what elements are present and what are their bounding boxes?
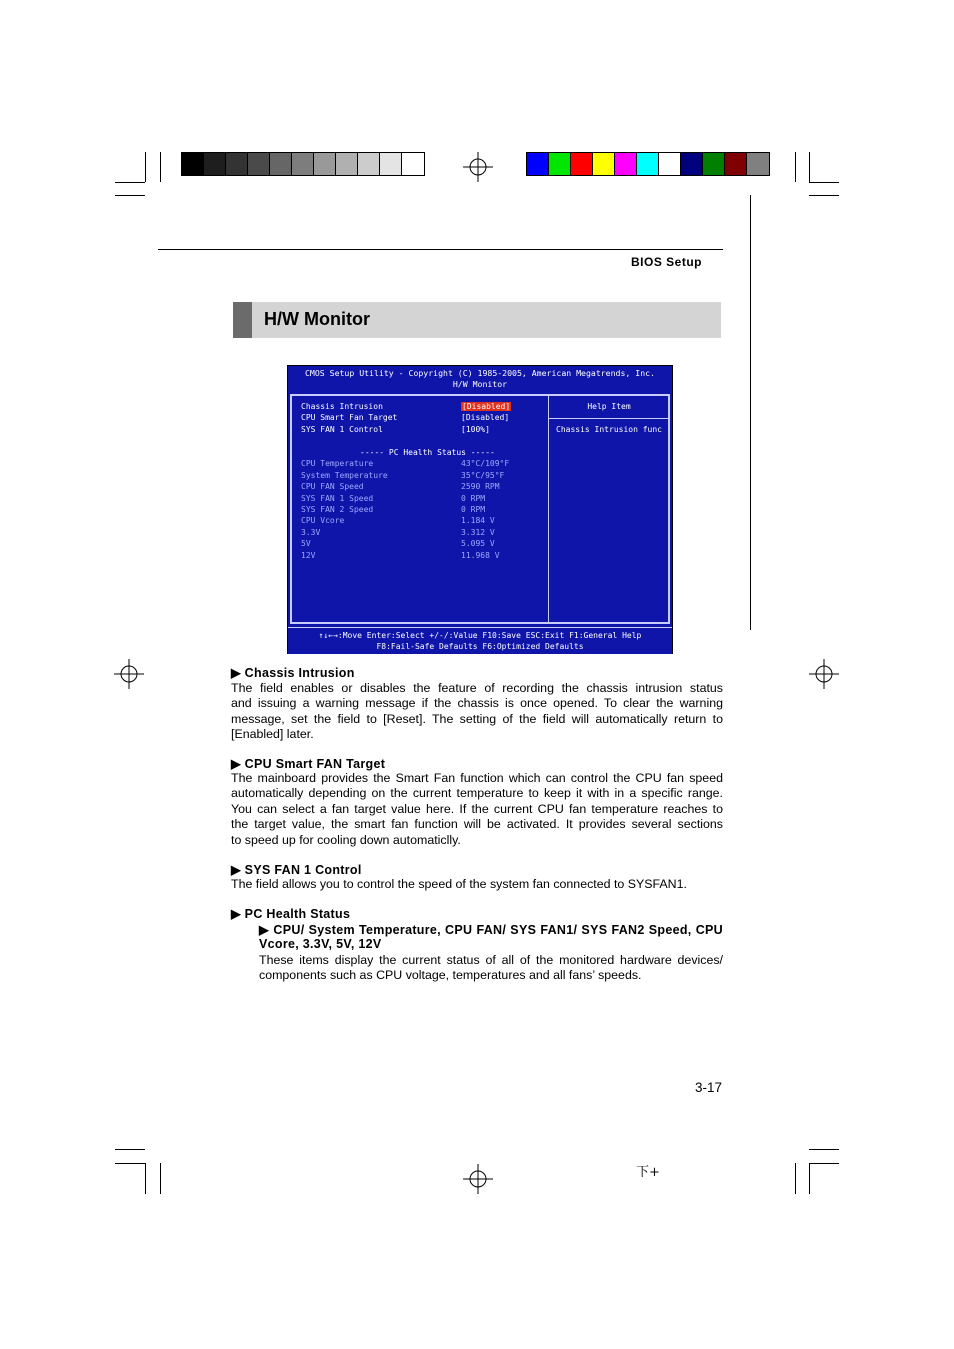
bios-subtitle: H/W Monitor (452, 379, 508, 389)
para-line: the target value, the smart fan function will be activated. It provides several sections (231, 817, 723, 832)
bios-health-label: SYS FAN 2 Speed (301, 505, 374, 514)
crop-mark (809, 1163, 810, 1194)
crop-mark (809, 195, 839, 196)
para-line: to speed up for cooling down automaticlly. (231, 832, 461, 847)
calibration-swatch (248, 153, 270, 175)
para-line: and issuing a warning message if the chassis is once opened. To clear the warning (231, 696, 723, 711)
registration-mark-icon (463, 1164, 493, 1194)
calibration-swatch (681, 153, 703, 175)
bios-health-label: CPU FAN Speed (301, 482, 364, 492)
running-header: BIOS Setup (630, 255, 702, 269)
bios-footer-defaults: F8:Fail-Safe Defaults F6:Optimized Defaults (376, 642, 584, 651)
item-heading: ▶ PC Health Status (231, 907, 351, 921)
printer-mark-text: 下+ (636, 1165, 660, 1180)
calibration-swatch (270, 153, 292, 175)
crop-mark (115, 195, 145, 196)
bios-setting-label[interactable]: Chassis Intrusion (301, 402, 383, 411)
calibration-swatch (292, 153, 314, 175)
bios-health-value: 11.968 V (461, 550, 500, 560)
registration-mark-icon (114, 659, 144, 689)
bios-help-title: Help Item (587, 402, 631, 411)
item-paragraph (231, 681, 723, 743)
calibration-swatch (358, 153, 380, 175)
calibration-swatch (336, 153, 358, 175)
bios-help-text: Chassis Intrusion func (556, 425, 662, 434)
item-heading: ▶ CPU Smart FAN Target (231, 757, 386, 771)
bios-screenshot (287, 365, 673, 654)
calibration-swatch (659, 153, 681, 175)
bios-title: CMOS Setup Utility - Copyright (C) 1985-2005, American Megatrends, Inc. (305, 368, 655, 378)
crop-mark (809, 182, 839, 183)
item-paragraph (259, 953, 723, 984)
crop-mark (795, 152, 796, 182)
bios-footer-keys: ↑↓←→:Move Enter:Select +/-/:Value F10:Save ESC:Exit F1:General Help (318, 631, 642, 640)
color-calibration-bar (526, 152, 770, 176)
calibration-swatch (615, 153, 637, 175)
bios-health-label: SYS FAN 1 Speed (301, 493, 374, 503)
calibration-swatch (204, 153, 226, 175)
crop-mark (115, 1149, 145, 1150)
crop-mark (809, 1149, 839, 1150)
section-title-accent (233, 302, 252, 338)
sub-item-heading-cont: Vcore, 3.3V, 5V, 12V (259, 937, 382, 951)
bios-setting-label[interactable]: CPU Smart Fan Target (301, 413, 398, 423)
calibration-swatch (402, 153, 424, 175)
item-heading: ▶ Chassis Intrusion (231, 666, 355, 680)
bios-health-value: 5.095 V (461, 539, 495, 549)
para-line: automatically depending on the current temperature to keep it with in a specific range. (231, 786, 723, 801)
bios-setting-value[interactable]: [Disabled] (461, 413, 510, 423)
header-rule (158, 249, 723, 250)
side-rule (750, 195, 751, 630)
bios-help-divider (549, 418, 669, 419)
crop-mark (809, 152, 810, 182)
item-heading: ▶ SYS FAN 1 Control (231, 863, 362, 877)
bios-health-label: 12V (301, 550, 316, 560)
para-line: components such as CPU voltage, temperatures and all fans’ speeds. (259, 968, 642, 983)
para-line: These items display the current status of all of the monitored hardware devices/ (259, 953, 723, 967)
bios-health-header: ----- PC Health Status ----- (360, 448, 495, 457)
registration-mark-icon (463, 152, 493, 182)
bios-health-value: 0 RPM (461, 505, 486, 514)
bios-health-label: CPU Temperature (301, 459, 374, 469)
para-line: The mainboard provides the Smart Fan function which can control the CPU fan speed (231, 771, 723, 785)
para-line: The field allows you to control the speed of the system fan connected to SYSFAN1. (231, 877, 687, 891)
bios-health-label: System Temperature (301, 470, 388, 480)
bios-footer (288, 627, 672, 654)
crop-mark (795, 1163, 796, 1194)
bios-health-value: 2590 RPM (461, 482, 500, 492)
bios-health-value: 43°C/109°F (461, 459, 510, 469)
item-paragraph (231, 877, 723, 892)
crop-mark (160, 1163, 161, 1194)
bios-health-value: 1.184 V (461, 516, 495, 526)
crop-mark (145, 1163, 146, 1194)
section-title: H/W Monitor (264, 309, 370, 329)
bios-selected-value[interactable]: [Disabled] (462, 402, 511, 411)
item-paragraph (231, 771, 723, 848)
bios-setting-label[interactable]: SYS FAN 1 Control (301, 424, 383, 434)
crop-mark (809, 1163, 839, 1164)
bios-setting-value[interactable]: [100%] (461, 424, 490, 434)
bios-health-label: CPU Vcore (301, 516, 345, 526)
para-line: The field enables or disables the feature of recording the chassis intrusion status (231, 681, 723, 695)
bios-setting-value[interactable] (461, 401, 511, 412)
bios-health-label: 5V (301, 539, 311, 549)
crop-mark (115, 1163, 145, 1164)
calibration-swatch (725, 153, 747, 175)
calibration-swatch (549, 153, 571, 175)
calibration-swatch (637, 153, 659, 175)
calibration-swatch (747, 153, 769, 175)
calibration-swatch (226, 153, 248, 175)
grayscale-calibration-bar (181, 152, 425, 176)
bios-title-bar (288, 366, 672, 391)
bios-health-value: 0 RPM (461, 493, 486, 503)
bios-health-value: 3.312 V (461, 527, 495, 537)
crop-mark (160, 152, 161, 182)
para-line: [Enabled] later. (231, 727, 314, 742)
crop-mark (115, 182, 145, 183)
bios-health-value: 35°C/95°F (461, 470, 505, 480)
calibration-swatch (703, 153, 725, 175)
calibration-swatch (314, 153, 336, 175)
calibration-swatch (593, 153, 615, 175)
calibration-swatch (571, 153, 593, 175)
page-number: 3-17 (694, 1080, 722, 1095)
crop-mark (145, 152, 146, 182)
registration-mark-icon (809, 659, 839, 689)
bios-health-label: 3.3V (301, 527, 321, 537)
calibration-swatch (380, 153, 402, 175)
para-line: You can select a fan target value here. If the current CPU fan temperature reaches to (231, 801, 723, 816)
calibration-swatch (182, 153, 204, 175)
para-line: message, set the field to [Reset]. The setting of the field will automatically return to (231, 711, 723, 726)
calibration-swatch (527, 153, 549, 175)
sub-item-heading: ▶ CPU/ System Temperature, CPU FAN/ SYS FAN1/ SYS FAN2 Speed, CPU (259, 923, 723, 937)
